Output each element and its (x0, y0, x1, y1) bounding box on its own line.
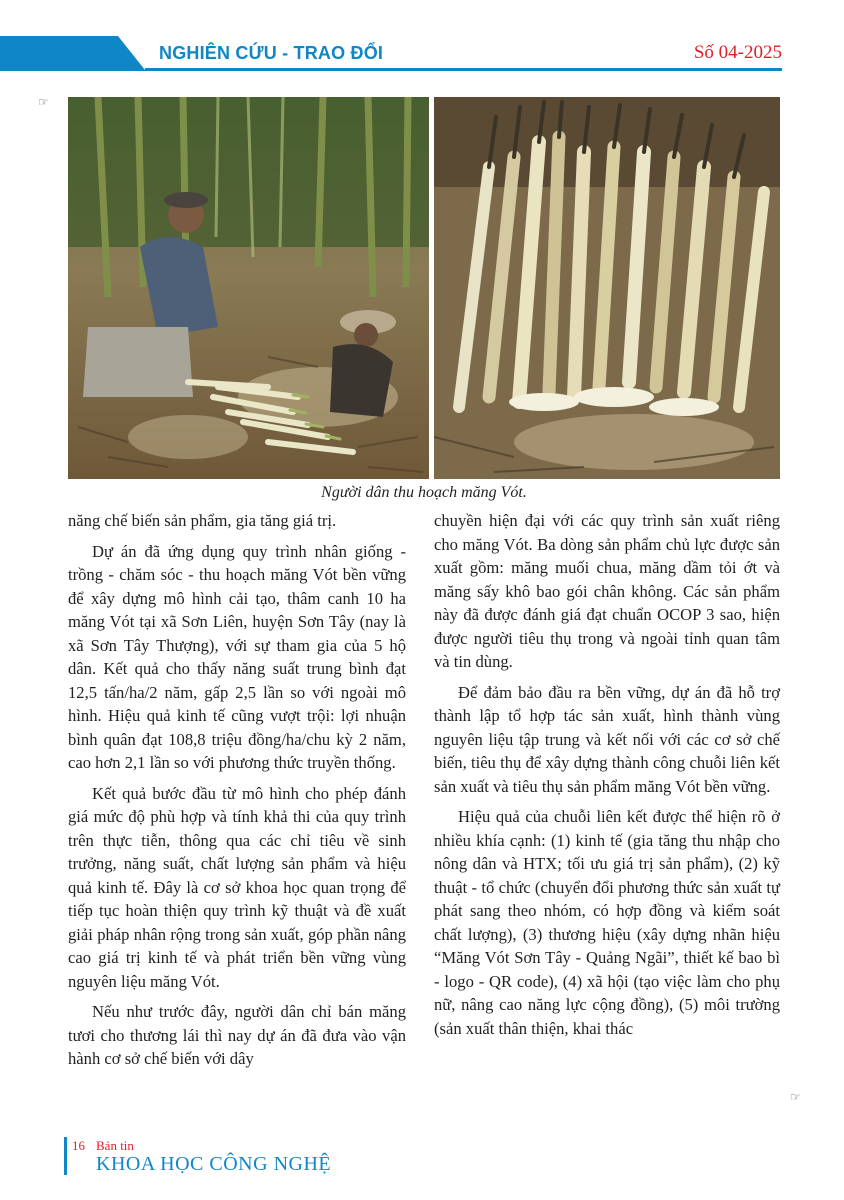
pointing-hand-icon: ☞ (38, 95, 49, 109)
paragraph: Hiệu quả của chuỗi liên kết được thể hiện rõ ở nhiều khía cạnh: (1) kinh tế (gia tăng thu nhập cho nông dân và HTX; tối ưu giá trị sản phẩm), (2) kỹ thuật - tổ chức (chuyển đổi phương thức sản xuất tự phát sang theo nhóm, có hợp đồng và kiểm soát chất lượng), (3) thương hiệu (xây dựng nhãn hiệu “Măng Vót Sơn Tây - Quảng Ngãi”, thiết kế bao bì - logo - QR code), (4) xã hội (tạo việc làm cho phụ nữ, nâng cao năng lực cộng đồng), (5) môi trường (sản xuất thân thiện, khai thác (434, 807, 780, 1038)
continue-hand-icon: ☞ (790, 1090, 801, 1104)
paragraph: Nếu như trước đây, người dân chỉ bán măng tươi cho thương lái thì nay dự án đã đưa vào vận hành cơ sở chế biến với dây (68, 1002, 406, 1068)
paragraph: Dự án đã ứng dụng quy trình nhân giống - trồng - chăm sóc - thu hoạch măng Vót bền vững để xây dựng mô hình cải tạo, thâm canh 10 ha măng Vót tại xã Sơn Liên, huyện Sơn Tây (nay là xã Sơn Tây Thượng), với sự tham gia của 5 hộ dân. Kết quả cho thấy năng suất trung bình đạt 12,5 tấn/ha/2 năm, gấp 2,5 lần so với ngoài mô hình. Hiệu quả kinh tế cũng vượt trội: lợi nhuận bình quân đạt 108,8 triệu đồng/ha/chu kỳ 2 năm, cao hơn 2,1 lần so với phương thức truyền thống. (68, 541, 406, 772)
footer-label-big: KHOA HỌC CÔNG NGHỆ (96, 1153, 332, 1175)
paragraph: Để đảm bảo đầu ra bền vững, dự án đã hỗ trợ thành lập tổ hợp tác sản xuất, hình thành vùng nguyên liệu tập trung và kết nối với các cơ sở chế biến, tiêu thụ để xây dựng thành công chuỗi liên kết sản xuất và tiêu thụ sản phẩm măng Vót bền vững. (434, 682, 780, 796)
bamboo-shoots-photo-illustration (434, 97, 780, 479)
left-column (68, 509, 406, 1078)
section-title: NGHIÊN CỨU - TRAO ĐỔI (159, 43, 384, 63)
page-number: 16 (72, 1138, 85, 1153)
issue-number: Số 04-2025 (693, 42, 782, 63)
header-underline (0, 70, 782, 71)
photo-bamboo-shoots (434, 97, 780, 479)
paragraph: chuyền hiện đại với các quy trình sản xuất riêng cho măng Vót. Ba dòng sản phẩm chủ lực được sản xuất gồm: măng muối chua, măng dầm tỏi ớt và măng sấy khô bao gói chân không. Các sản phẩm này đã được đánh giá đạt chuẩn OCOP 3 sao, hiện được người tiêu thụ trong và ngoài tỉnh quan tâm và tin dùng. (434, 511, 780, 671)
figure-caption: Người dân thu hoạch măng Vót. (321, 484, 527, 501)
paragraph: Kết quả bước đầu từ mô hình cho phép đánh giá mức độ phù hợp và tính khả thi của quy trình trên thực tiễn, thông qua các chỉ tiêu về sinh trưởng, năng suất, chất lượng sản phẩm và hiệu quả kinh tế. Đây là cơ sở khoa học quan trọng để tiếp tục hoàn thiện quy trình kỹ thuật và đề xuất giải pháp nhân rộng trong sản xuất, góp phần nâng cao giá trị kinh tế và phát triển bền vững vùng nguyên liệu măng Vót. (68, 783, 406, 991)
footer-bar (64, 1137, 67, 1175)
harvest-photo-illustration (68, 97, 429, 479)
footer-label-small: Bản tin (96, 1138, 134, 1153)
right-column (434, 509, 780, 1047)
photo-harvest (68, 97, 429, 479)
header-band (0, 36, 145, 70)
paragraph: năng chế biến sản phẩm, gia tăng giá trị. (68, 511, 337, 530)
